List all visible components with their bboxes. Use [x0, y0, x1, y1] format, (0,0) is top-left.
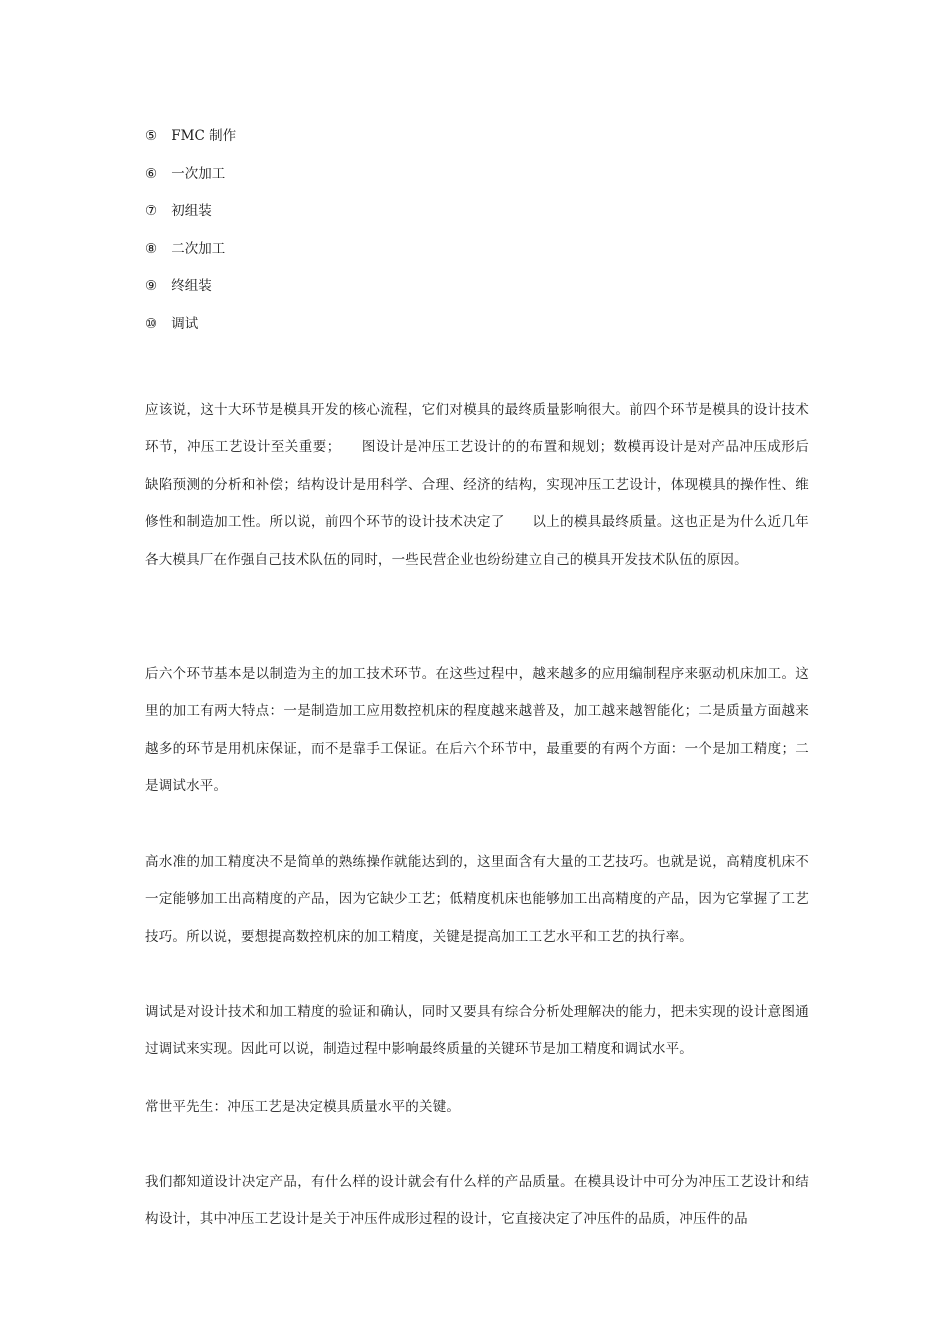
- list-item-number: ⑥: [145, 165, 158, 182]
- paragraph-debugging: 调试是对设计技术和加工精度的验证和确认，同时又要具有综合分析处理解决的能力，把未实现的设计意图通过调试来实现。因此可以说，制造过程中影响最终质量的关键环节是加工精度和调试水平。: [145, 1003, 809, 1057]
- paragraph-design-decides: 我们都知道设计决定产品，有什么样的设计就会有什么样的产品质量。在模具设计中可分为冲压工艺设计和结构设计，其中冲压工艺设计是关于冲压件成形过程的设计，它直接决定了冲压件的品质，冲压件的品: [145, 1173, 809, 1227]
- process-step-list: [145, 124, 236, 349]
- list-item: [145, 124, 236, 162]
- list-item: [145, 199, 236, 237]
- list-item-number: ⑩: [145, 315, 158, 332]
- list-item-text: 初组装: [171, 203, 212, 219]
- list-item-text: 一次加工: [171, 165, 226, 182]
- list-item-number: ⑨: [145, 278, 158, 294]
- paragraph-speaker-quote: 常世平先生：冲压工艺是决定模具质量水平的关键。: [145, 1098, 461, 1115]
- list-item-text: 二次加工: [171, 240, 226, 257]
- paragraph-precision: 高水准的加工精度决不是简单的熟练操作就能达到的，这里面含有大量的工艺技巧。也就是说，高精度机床不一定能够加工出高精度的产品，因为它缺少工艺；低精度机床也能够加工出高精度的产品，因为它掌握了工艺技巧。所以说，要想提高数控机床的加工精度，关键是提高加工工艺水平和工艺的执行率。: [145, 853, 809, 945]
- list-item-text: 终组装: [171, 278, 212, 294]
- list-item: [145, 312, 236, 350]
- list-item-number: ⑤: [145, 128, 158, 144]
- list-item-text: FMC 制作: [171, 128, 237, 144]
- list-item: [145, 274, 236, 312]
- list-item: [145, 237, 236, 275]
- paragraph-manufacturing: 后六个环节基本是以制造为主的加工技术环节。在这些过程中，越来越多的应用编制程序来驱动机床加工。这里的加工有两大特点：一是制造加工应用数控机床的程度越来越普及，加工越来越智能化；二是质量方面越来越多的环节是用机床保证，而不是靠手工保证。在后六个环节中，最重要的有两个方面：一个是加工精度；二是调试水平。: [145, 665, 809, 794]
- list-item: [145, 162, 236, 200]
- paragraph-core-process: 应该说，这十大环节是模具开发的核心流程，它们对模具的最终质量影响很大。前四个环节是模具的设计技术环节，冲压工艺设计至关重要； 图设计是冲压工艺设计的的布置和规划；数模再设计是对产品冲压成形后缺陷预测的分析和补偿；结构设计是用科学、合理、经济的结构，实现冲压工艺设计，体现模具的操作性、维修性和制造加工性。所以说，前四个环节的设计技术决定了 以上的模具最终质量。这也正是为什么近几年各大模具厂在作强自己技术队伍的同时，一些民营企业也纷纷建立自己的模具开发技术队伍的原因。: [145, 401, 809, 568]
- list-item-text: 调试: [171, 315, 199, 332]
- list-item-number: ⑦: [145, 203, 158, 219]
- list-item-number: ⑧: [145, 240, 158, 257]
